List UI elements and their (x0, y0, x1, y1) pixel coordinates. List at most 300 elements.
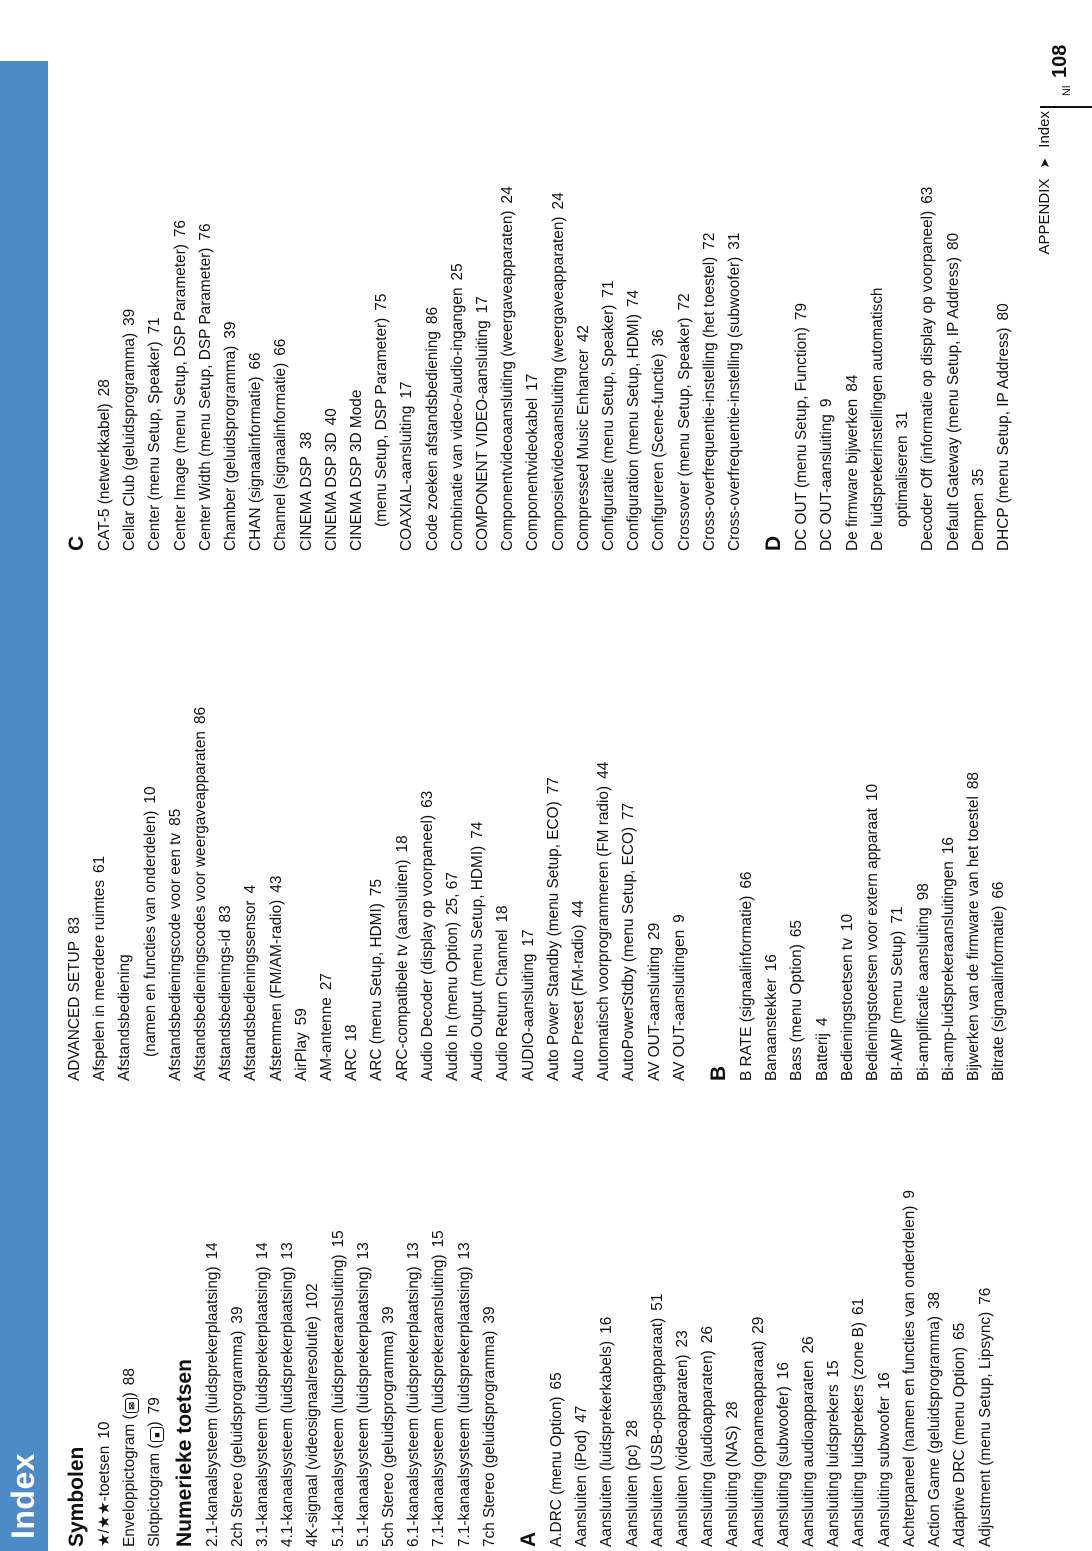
page-reference-link[interactable]: 16 (939, 837, 957, 855)
entry-term: Bi-amplificatie aansluiting (914, 907, 932, 1081)
entry-term: Aansluiting (NAS) (724, 1425, 742, 1547)
page-reference-link[interactable]: 76 (196, 223, 214, 241)
index-entry[interactable] (138, 707, 163, 1081)
page-reference-link[interactable]: 63 (418, 790, 436, 808)
page-reference-link[interactable]: 66 (738, 871, 756, 889)
index-entry[interactable] (734, 707, 759, 1081)
index-entry[interactable] (789, 186, 814, 551)
page-reference-link[interactable]: 72 (675, 293, 693, 311)
index-entry[interactable] (544, 1190, 569, 1547)
index-entry[interactable] (961, 707, 986, 1081)
index-entry[interactable] (243, 186, 268, 551)
entry-term: 7.1-kanaalsysteem (luidsprekeraansluiting) (430, 1254, 448, 1547)
page-reference-link[interactable]: 39 (228, 1306, 246, 1324)
page-reference-link[interactable]: 65 (548, 1372, 566, 1390)
entry-term: Afstandsbedieningssensor (242, 900, 260, 1081)
index-entry[interactable] (571, 186, 596, 551)
page-reference-link[interactable]: 77 (620, 802, 638, 820)
index-entry[interactable] (87, 707, 112, 1081)
entry-term: Adjustment (menu Setup, Lipsync) (976, 1311, 994, 1547)
index-entry[interactable] (188, 707, 213, 1081)
entry-term: DHCP (menu Setup, IP Address) (994, 327, 1012, 551)
index-entry[interactable] (846, 1190, 871, 1547)
page-reference-link[interactable]: 74 (625, 289, 643, 308)
index-entry[interactable] (897, 1190, 922, 1547)
index-entry[interactable] (646, 186, 671, 551)
entry-term: 5ch Stereo (geluidsprogramma) (380, 1330, 398, 1547)
entry-term: Chamber (geluidsprogramma) (222, 345, 240, 551)
index-entry[interactable] (426, 1190, 451, 1547)
entry-term: Audio In (menu Option) (444, 921, 462, 1081)
entry-term: Bedieningstoetsen tv (838, 938, 856, 1081)
page-reference-link[interactable]: 71 (889, 906, 907, 924)
index-entry[interactable] (218, 186, 243, 551)
page-reference-link[interactable]: 66 (272, 338, 290, 356)
page-reference-link[interactable]: 88 (121, 1368, 139, 1386)
page-reference-link[interactable]: 86 (423, 306, 441, 325)
index-entry[interactable] (62, 707, 87, 1081)
breadcrumb (1036, 111, 1053, 261)
entry-term: Aansluiting (subwoofer) (774, 1386, 792, 1547)
index-entry[interactable] (250, 1190, 275, 1547)
page-reference-link[interactable]: 65 (951, 1322, 969, 1340)
page-reference-link[interactable]: 15 (329, 1230, 347, 1248)
entry-term-suffix: ) (146, 1421, 164, 1427)
page-reference-link[interactable]: 66 (990, 881, 1008, 899)
index-entry[interactable] (922, 1190, 947, 1547)
index-entry[interactable] (784, 707, 809, 1081)
entry-term: Aansluiten (iPod) (573, 1429, 591, 1547)
index-entry[interactable] (314, 707, 339, 1081)
page-reference-link[interactable]: 44 (570, 900, 588, 918)
index-entry[interactable] (645, 1190, 670, 1547)
page-reference-link[interactable]: 72 (700, 232, 718, 250)
section-letter-a: A (517, 1531, 541, 1547)
entry-term: Afstemmen (FM/AM-radio) (267, 899, 285, 1081)
entry-term: Aansluiting luidsprekers (zone B) (850, 1322, 868, 1547)
page-number-block (1040, 0, 1092, 108)
page-reference-link[interactable]: 38 (297, 431, 315, 450)
entry-term: ADVANCED SETUP (66, 941, 83, 1081)
entry-term: Audio Output (menu Setup, HDMI) (469, 845, 487, 1081)
page-reference-link[interactable]: 16 (763, 954, 781, 972)
page-reference-link[interactable]: 74 (469, 821, 487, 839)
page-reference-link[interactable]: 16 (598, 1316, 616, 1334)
page-reference-link[interactable]: 85 (166, 808, 184, 826)
entry-term: AV OUT-aansluiting (645, 946, 663, 1081)
index-entry[interactable] (445, 186, 470, 551)
entry-term: Center Width (menu Setup, DSP Parameter) (196, 247, 214, 551)
entry-term: Componentvideoaansluiting (weergaveapparaten) (499, 210, 517, 551)
page-reference-link[interactable]: 51 (648, 1293, 666, 1311)
symbolen-list (92, 1190, 168, 1547)
entry-term: Action Game (geluidsprogramma) (926, 1316, 944, 1547)
index-entry[interactable] (344, 186, 369, 551)
page-reference-link[interactable]: 26 (699, 1326, 717, 1344)
page-reference-link[interactable]: 39 (480, 1306, 498, 1324)
page-reference-link[interactable]: 102 (304, 1283, 322, 1309)
entry-term: Default Gateway (menu Setup, IP Address) (944, 257, 962, 551)
page-reference-link[interactable]: 83 (66, 916, 83, 935)
index-entry[interactable] (264, 707, 289, 1081)
index-entry[interactable] (720, 1190, 745, 1547)
index-entry[interactable] (915, 186, 940, 551)
page-reference-link[interactable]: 24 (499, 186, 517, 204)
page-reference-link[interactable]: 9 (670, 914, 688, 923)
entry-term: Center Image (menu Setup, DSP Parameter) (171, 244, 189, 551)
index-entry[interactable] (814, 186, 839, 551)
index-entry[interactable] (746, 1190, 771, 1547)
entry-term: Afstandsbediening (116, 954, 134, 1081)
entry-term: Adaptive DRC (menu Option) (951, 1346, 969, 1547)
page-reference-link[interactable]: 4 (242, 884, 260, 894)
index-entry[interactable] (351, 1190, 376, 1547)
entry-term: 7.1-kanaalsysteem (luidsprekerplaatsing) (455, 1266, 473, 1547)
page-reference-link[interactable]: 38 (926, 1291, 944, 1310)
page-reference-link[interactable]: 66 (247, 352, 265, 370)
index-entry[interactable] (326, 1190, 351, 1547)
page-reference-link[interactable]: 79 (146, 1397, 164, 1415)
index-entry[interactable] (294, 186, 319, 551)
index-entry[interactable] (289, 707, 314, 1081)
index-entry[interactable] (885, 707, 910, 1081)
entry-term: 6.1-kanaalsysteem (luidsprekerplaatsing) (405, 1266, 423, 1547)
index-entry[interactable] (112, 707, 137, 1081)
numeriek-list (200, 1190, 502, 1547)
page-reference-link[interactable]: 13 (354, 1242, 372, 1260)
page-reference-link[interactable]: 14 (254, 1242, 272, 1260)
index-column-3 (62, 186, 1016, 551)
page-reference-link[interactable]: 84 (843, 374, 861, 392)
entry-term: AirPlay (292, 1032, 310, 1081)
page-reference-link[interactable]: 26 (800, 1336, 818, 1354)
index-entry[interactable] (238, 707, 263, 1081)
index-entry[interactable] (401, 1190, 426, 1547)
c-list (92, 186, 747, 551)
entry-term: Composietvideoaansluiting (weergaveapparaten) (549, 216, 567, 551)
entry-term: CAT-5 (netwerkkabel) (96, 403, 113, 551)
index-entry[interactable] (452, 1190, 477, 1547)
entry-term: AV OUT-aansluitingen (670, 929, 688, 1081)
page-reference-link[interactable]: 35 (969, 468, 987, 486)
index-entry[interactable] (796, 1190, 821, 1547)
index-entry[interactable] (667, 707, 692, 1081)
index-entry[interactable] (117, 186, 142, 551)
entry-term: Aansluiting subwoofer (875, 1396, 893, 1547)
page-reference-link[interactable]: 13 (279, 1242, 297, 1260)
index-entry[interactable] (966, 186, 991, 551)
index-entry[interactable] (225, 1190, 250, 1547)
entry-term: Enveloppictogram ( (121, 1414, 139, 1547)
index-entry[interactable] (872, 1190, 897, 1547)
page-reference-link[interactable]: 17 (524, 373, 542, 391)
page-reference-link[interactable]: 18 (393, 835, 411, 853)
index-entry[interactable] (168, 186, 193, 551)
entry-term: Bitrate (signaalinformatie) (990, 905, 1008, 1081)
entry-term: A.DRC (menu Option) (548, 1396, 566, 1547)
entry-term: ★/★★-toetsen (96, 1445, 113, 1547)
page-reference-link[interactable]: 10 (96, 1421, 113, 1439)
index-entry[interactable] (465, 707, 490, 1081)
entry-term: Code zoeken afstandsbediening (423, 331, 441, 551)
entry-term: AM-antenne (318, 997, 336, 1081)
entry-term: Bijwerken van de firmware van het toestel (964, 796, 982, 1081)
index-entry[interactable] (470, 186, 495, 551)
page-reference-link[interactable]: 25 (448, 263, 466, 281)
index-entry[interactable] (860, 707, 885, 1081)
entry-term: Cross-overfrequentie-instelling (subwoofer) (726, 256, 744, 551)
index-entry[interactable] (275, 1190, 300, 1547)
page-reference-link[interactable]: 31 (894, 411, 912, 429)
page-reference-link[interactable]: 98 (914, 883, 932, 901)
entry-term: Bedieningstoetsen voor extern apparaat (864, 808, 882, 1081)
entry-term: 7ch Stereo (geluidsprogramma) (480, 1330, 498, 1547)
index-entry[interactable] (695, 1190, 720, 1547)
page-reference-link[interactable]: 18 (343, 1024, 361, 1042)
page-reference-link[interactable]: 17 (474, 296, 492, 314)
entry-term: 2ch Stereo (geluidsprogramma) (228, 1330, 246, 1547)
index-entry[interactable] (415, 707, 440, 1081)
index-entry[interactable] (546, 186, 571, 551)
page-reference-link[interactable]: 76 (171, 220, 189, 238)
page-reference-link[interactable]: 71 (600, 280, 618, 298)
index-entry[interactable] (566, 707, 591, 1081)
page-reference-link[interactable]: 83 (217, 905, 235, 923)
breadcrumb-arrow-icon: ➤ (1037, 157, 1052, 169)
entry-term: Aansluiten (videoapparaten) (674, 1354, 692, 1547)
index-entry[interactable] (569, 1190, 594, 1547)
page-reference-link[interactable]: 14 (203, 1242, 221, 1260)
page-reference-link[interactable]: 29 (749, 1316, 767, 1334)
page-reference-link[interactable]: 39 (121, 308, 139, 326)
page-reference-link[interactable]: 77 (544, 777, 562, 795)
page-reference-link[interactable]: 28 (623, 1420, 641, 1438)
entry-term: Auto Preset (FM-radio) (570, 924, 588, 1081)
index-entry[interactable] (616, 707, 641, 1081)
entry-term: Afstandsbedienings-id (217, 929, 235, 1081)
index-entry[interactable] (213, 707, 238, 1081)
entry-term: Configuratie (menu Setup, Speaker) (600, 304, 618, 551)
page-reference-link[interactable]: 59 (292, 1008, 310, 1026)
page-reference-link[interactable]: 40 (322, 408, 340, 426)
index-entry[interactable] (339, 707, 364, 1081)
page-reference-link[interactable]: 10 (864, 783, 882, 802)
page-number: 108 (1049, 44, 1071, 78)
page-reference-link[interactable]: 4 (813, 1017, 831, 1027)
b-list (734, 707, 1011, 1081)
a-list (544, 1190, 998, 1547)
entry-term: 5.1-kanaalsysteem (luidsprekeraansluiting) (329, 1254, 347, 1547)
entry-term: Configuration (menu Setup, HDMI) (625, 314, 643, 551)
page-reference-link[interactable]: 23 (674, 1330, 692, 1348)
page-reference-link[interactable]: 13 (405, 1242, 423, 1260)
entry-term: Batterij (813, 1033, 831, 1081)
entry-term: Aansluiting audioapparaten (800, 1360, 818, 1547)
index-entry[interactable] (821, 1190, 846, 1547)
entry-term: Slotpictogram ( (146, 1443, 164, 1547)
entry-term: COAXIAL-aansluiting (398, 405, 416, 551)
entry-term: 4.1-kanaalsysteem (luidsprekerplaatsing) (279, 1266, 297, 1547)
section-letter-c: C (65, 535, 88, 551)
page-reference-link[interactable]: 10 (141, 786, 159, 804)
page-reference-link[interactable]: 29 (645, 922, 663, 940)
index-entry[interactable] (420, 186, 445, 551)
index-entry[interactable] (991, 186, 1016, 551)
index-entry[interactable] (621, 186, 646, 551)
entry-term: Auto Power Standby (menu Setup, ECO) (544, 801, 562, 1081)
entry-term-suffix: ) (121, 1392, 139, 1398)
index-entry[interactable] (865, 186, 890, 551)
page-reference-link[interactable]: 80 (944, 232, 962, 250)
breadcrumb-index-link[interactable]: Index (1036, 111, 1053, 148)
page-reference-link[interactable]: 28 (96, 379, 113, 397)
index-entry[interactable] (300, 1190, 325, 1547)
page-reference-link[interactable]: 61 (850, 1297, 868, 1316)
index-entry[interactable] (672, 186, 697, 551)
index-entry[interactable] (620, 1190, 645, 1547)
page-title: Index (5, 1452, 41, 1539)
entry-term: ARC (343, 1048, 361, 1081)
page-reference-link[interactable]: 15 (825, 1360, 843, 1378)
page-reference-link[interactable]: 61 (91, 855, 109, 873)
entry-term: ARC (menu Setup, HDMI) (368, 903, 386, 1081)
entry-term: Afstandsbedieningscode voor een tv (166, 832, 184, 1081)
page-reference-link[interactable]: 80 (994, 303, 1012, 321)
entry-term: 4K-signaal (videosignaalresolutie) (304, 1316, 322, 1547)
index-entry[interactable] (670, 1190, 695, 1547)
index-entry[interactable] (771, 1190, 796, 1547)
index-entry[interactable] (947, 1190, 972, 1547)
page-reference-link[interactable]: 88 (964, 772, 982, 790)
entry-term: Banaanstekker (763, 978, 781, 1081)
index-entry[interactable] (163, 707, 188, 1081)
page-reference-link[interactable]: 17 (398, 381, 416, 399)
page-reference-link[interactable]: 16 (774, 1362, 792, 1380)
entry-term: Achterpaneel (namen en functies van onderdelen) (900, 1205, 918, 1547)
entry-term: 2.1-kanaalsysteem (luidsprekerplaatsing) (203, 1266, 221, 1547)
entry-term: 5.1-kanaalsysteem (luidsprekerplaatsing) (354, 1266, 372, 1547)
index-entry[interactable] (911, 707, 936, 1081)
page-reference-link[interactable]: 13 (455, 1242, 473, 1260)
index-entry[interactable] (941, 186, 966, 551)
page-reference-link[interactable]: 42 (574, 325, 592, 343)
index-entry[interactable] (890, 186, 915, 551)
page-reference-link[interactable]: 79 (793, 303, 811, 321)
index-entry[interactable] (117, 1190, 142, 1547)
entry-term: CINEMA DSP (297, 456, 315, 551)
page-reference-link[interactable]: 31 (726, 232, 744, 250)
index-entry[interactable] (722, 186, 747, 551)
page-reference-link[interactable]: 15 (430, 1230, 448, 1248)
index-entry[interactable] (268, 186, 293, 551)
index-entry[interactable] (92, 1190, 117, 1547)
index-entry[interactable] (810, 707, 835, 1081)
index-entry[interactable] (477, 1190, 502, 1547)
entry-term: AUDIO-aansluiting (519, 953, 537, 1081)
index-entry[interactable] (594, 1190, 619, 1547)
section-letter-b: B (707, 1065, 731, 1081)
index-entry[interactable] (200, 1190, 225, 1547)
index-entry[interactable] (541, 707, 566, 1081)
index-entry[interactable] (591, 707, 616, 1081)
entry-term: Aansluiting luidsprekers (825, 1384, 843, 1547)
entry-term: Cellar Club (geluidsprogramma) (121, 332, 139, 551)
page-reference-link[interactable]: 27 (318, 973, 336, 991)
page-reference-link[interactable]: 39 (222, 321, 240, 339)
page-reference-link[interactable]: 36 (650, 329, 668, 347)
index-entry[interactable] (973, 1190, 998, 1547)
entry-term: AutoPowerStdby (menu Setup, ECO) (620, 826, 638, 1081)
index-entry[interactable] (520, 186, 545, 551)
page-reference-link[interactable]: 43 (267, 875, 285, 893)
index-entry[interactable] (642, 707, 667, 1081)
breadcrumb-appendix-link[interactable]: APPENDIX (1036, 178, 1053, 255)
page-reference-link[interactable]: 71 (146, 317, 164, 335)
page-reference-link[interactable]: 39 (380, 1306, 398, 1324)
page-reference-link[interactable]: 17 (519, 929, 537, 947)
page-reference-link[interactable]: 76 (976, 1287, 994, 1305)
index-entry[interactable] (936, 707, 961, 1081)
page-reference-link[interactable]: 44 (595, 761, 613, 779)
index-entry[interactable] (986, 707, 1011, 1081)
page-reference-link[interactable]: 9 (818, 398, 836, 408)
index-entry[interactable] (193, 186, 218, 551)
page-reference-link[interactable]: 75 (368, 878, 386, 897)
entry-term: Bi-amp-luidsprekeraansluitingen (939, 861, 957, 1081)
index-entry[interactable] (142, 186, 167, 551)
d-list (789, 186, 1016, 551)
entry-term: optimaliseren (894, 435, 912, 527)
index-entry[interactable] (92, 186, 117, 551)
page-reference-link[interactable]: 75 (373, 293, 391, 311)
entry-term: Aansluiting (audioapparaten) (699, 1350, 717, 1547)
index-column-1 (62, 1190, 998, 1551)
index-entry[interactable] (142, 1190, 167, 1547)
page-reference-link[interactable]: 63 (919, 186, 937, 204)
page-reference-link[interactable]: 9 (900, 1190, 918, 1199)
index-entry[interactable] (364, 707, 389, 1081)
page-reference-link[interactable]: 86 (192, 706, 210, 725)
page-reference-link[interactable]: 25, 67 (444, 872, 462, 915)
index-entry[interactable] (369, 186, 394, 551)
index-entry[interactable] (759, 707, 784, 1081)
index-entry[interactable] (840, 186, 865, 551)
entry-term: Afspelen in meerdere ruimtes (91, 879, 109, 1081)
index-entry[interactable] (596, 186, 621, 551)
index-entry[interactable] (440, 707, 465, 1081)
page-reference-link[interactable]: 16 (875, 1372, 893, 1390)
page-reference-link[interactable]: 18 (494, 905, 512, 923)
page-reference-link[interactable]: 24 (549, 192, 567, 210)
page-reference-link[interactable]: 47 (573, 1405, 591, 1423)
index-entry[interactable] (495, 186, 520, 551)
index-entry[interactable] (490, 707, 515, 1081)
entry-term: Channel (signaalinformatie) (272, 362, 290, 551)
entry-term: Compressed Music Enhancer (574, 349, 592, 551)
entry-term: De luidsprekerinstellingen automatisch (868, 287, 886, 551)
index-entry[interactable] (835, 707, 860, 1081)
page-reference-link[interactable]: 10 (838, 913, 856, 932)
index-entry[interactable] (390, 707, 415, 1081)
index-entry[interactable] (697, 186, 722, 551)
page-reference-link[interactable]: 28 (724, 1401, 742, 1419)
page-reference-link[interactable]: 65 (788, 920, 806, 938)
index-entry[interactable] (376, 1190, 401, 1547)
index-entry[interactable] (394, 186, 419, 551)
index-entry[interactable] (319, 186, 344, 551)
index-entry[interactable] (516, 707, 541, 1081)
section-title-symbolen: Symbolen (65, 1446, 88, 1547)
